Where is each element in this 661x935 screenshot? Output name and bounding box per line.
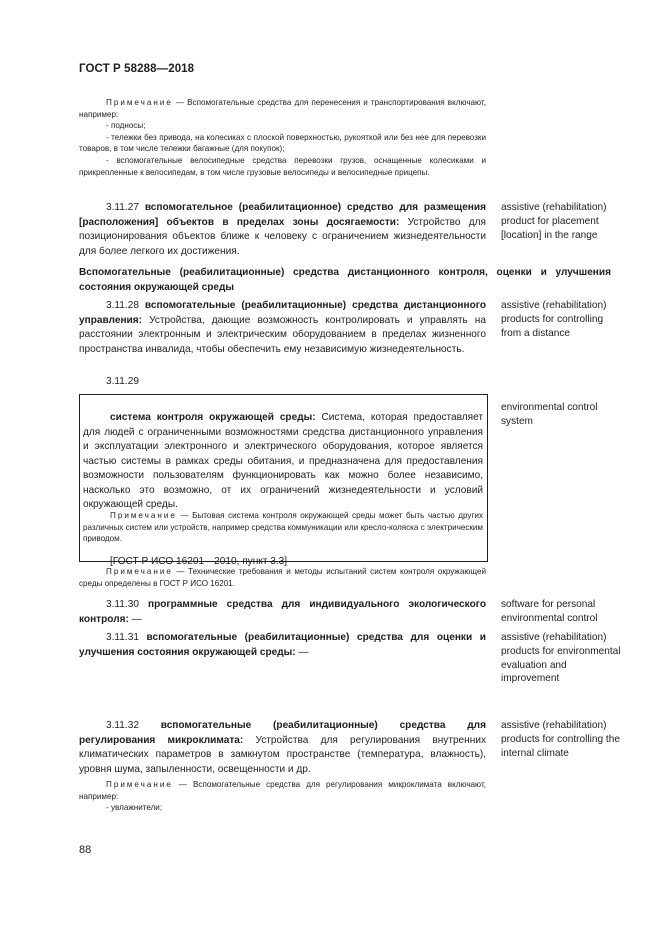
term-3-11-30 xyxy=(79,598,486,627)
note-after-3-11-29 xyxy=(79,566,486,589)
note-transport xyxy=(79,97,486,178)
term-english-3-11-31: assistive (rehabilitation) products for environmental evaluation and improvement xyxy=(501,632,621,685)
note-lead: — Вспомогательные средства для перенесения и транспортирования включают, например: xyxy=(79,98,486,119)
term-number: 3.11.28 xyxy=(106,300,139,311)
term-number: 3.11.30 xyxy=(106,599,139,610)
term-number: 3.11.32 xyxy=(106,720,139,731)
note-label: Примечание xyxy=(110,511,177,521)
term-definition: — xyxy=(128,613,142,625)
term-english-3-11-32: assistive (rehabilitation) products for controlling the internal climate xyxy=(501,720,620,759)
term-english-3-11-27: assistive (rehabilitation) product for placement [location] in the range xyxy=(501,202,607,241)
term-number: 3.11.27 xyxy=(106,202,139,213)
page-number: 88 xyxy=(79,844,92,856)
note-item: - увлажнители; xyxy=(106,803,163,813)
note-text: — Технические требования и методы испытаний систем контроля окружающей среды определены в ГОСТ Р ИСО 16201. xyxy=(79,567,486,588)
page-header: ГОСТ Р 58288—2018 xyxy=(79,63,195,75)
note-3-11-32 xyxy=(79,779,486,814)
note-label: Примечание xyxy=(106,567,173,576)
term-3-11-29-number: 3.11.29 xyxy=(106,376,139,387)
term-3-11-27 xyxy=(79,201,486,259)
note-item: - тележки без привода, на колесиках с плоской поверхностью, рукояткой или без нее для перевозки товаров, в том числе тележки багажные (для покупок); xyxy=(79,132,486,154)
note-text: — Бытовая система контроля окружающей среды может быть частью других различных систем или устройств, например средства коммуникации или кресло-коляска с электрическим приводом. xyxy=(83,511,483,544)
term-3-11-29-reference: [ГОСТ Р ИСО 16201—2010, пункт 3.3] xyxy=(110,556,288,568)
note-text: — Вспомогательные средства для регулирования микроклимата включают, например: xyxy=(79,780,486,801)
term-english-3-11-30: software for personal environmental control xyxy=(501,599,598,624)
term-definition: — xyxy=(295,646,309,658)
term-title: вспомогательные (реабилитационные) средства для регулирования микроклимата: xyxy=(79,720,486,746)
term-3-11-31 xyxy=(79,631,486,660)
term-title: вспомогательные (реабилитационные) средства дистанционного управления: xyxy=(79,300,486,326)
section-heading: Вспомогательные (реабилитационные) средства дистанционного контроля, оценки и улучшения состояния окружающей среды xyxy=(79,267,611,293)
term-3-11-28 xyxy=(79,299,486,357)
term-english-3-11-29: environmental control system xyxy=(501,402,598,427)
term-3-11-32 xyxy=(79,719,486,777)
term-number: 3.11.31 xyxy=(106,632,139,643)
term-definition: Устройства для регулирования внутренних климатических параметров в замкнутом пространстве (температура, влажность), уровня шума, запыленности, освещенности и др. xyxy=(79,734,487,775)
term-title: вспомогательные (реабилитационные) средства для оценки и улучшения состояния окружающей среды: xyxy=(79,632,486,658)
note-item: - подносы; xyxy=(106,121,146,131)
note-label: Примечание xyxy=(106,780,173,789)
term-definition: Устройства, дающие возможность контролировать и управлять на расстоянии электронным и электрическим оборудованием в пределах жизненного пространства инвалида, чтобы обеспечить ему независимую жизнедеятельность. xyxy=(79,314,486,355)
term-title: система контроля окружающей среды: xyxy=(110,412,316,424)
term-title: программные средства для индивидуального экологического контроля: xyxy=(79,599,486,625)
note-item: - вспомогательные велосипедные средства перевозки грузов, оснащенные колесиками и прикрепленные к велосипедам, в том числе грузовые велосипеды и велосипедные прицепы. xyxy=(79,155,486,177)
term-definition: Система, которая предоставляет для людей с ограниченными возможностями средства дистанционного управления и эксплуатации электронного и электрического оборудования, которое является частью системы в рамках среды обитания, и предназначена для предоставления возможности пользователям функционировать как можно более независимо, насколько это возможно, от их ограничений жизнедеятельности и условий окружающей среды. xyxy=(83,412,484,511)
term-definition: Устройство для позиционирования объектов ближе к человеку с ограничением жизнедеятельности для более легкого их достижения. xyxy=(79,216,486,257)
term-english-3-11-28: assistive (rehabilitation) products for controlling from a distance xyxy=(501,300,607,339)
note-label: Примечание xyxy=(106,98,173,107)
term-title: вспомогательное (реабилитационное) средство для размещения [расположения] объектов в пределах зоны досягаемости: xyxy=(79,202,486,228)
